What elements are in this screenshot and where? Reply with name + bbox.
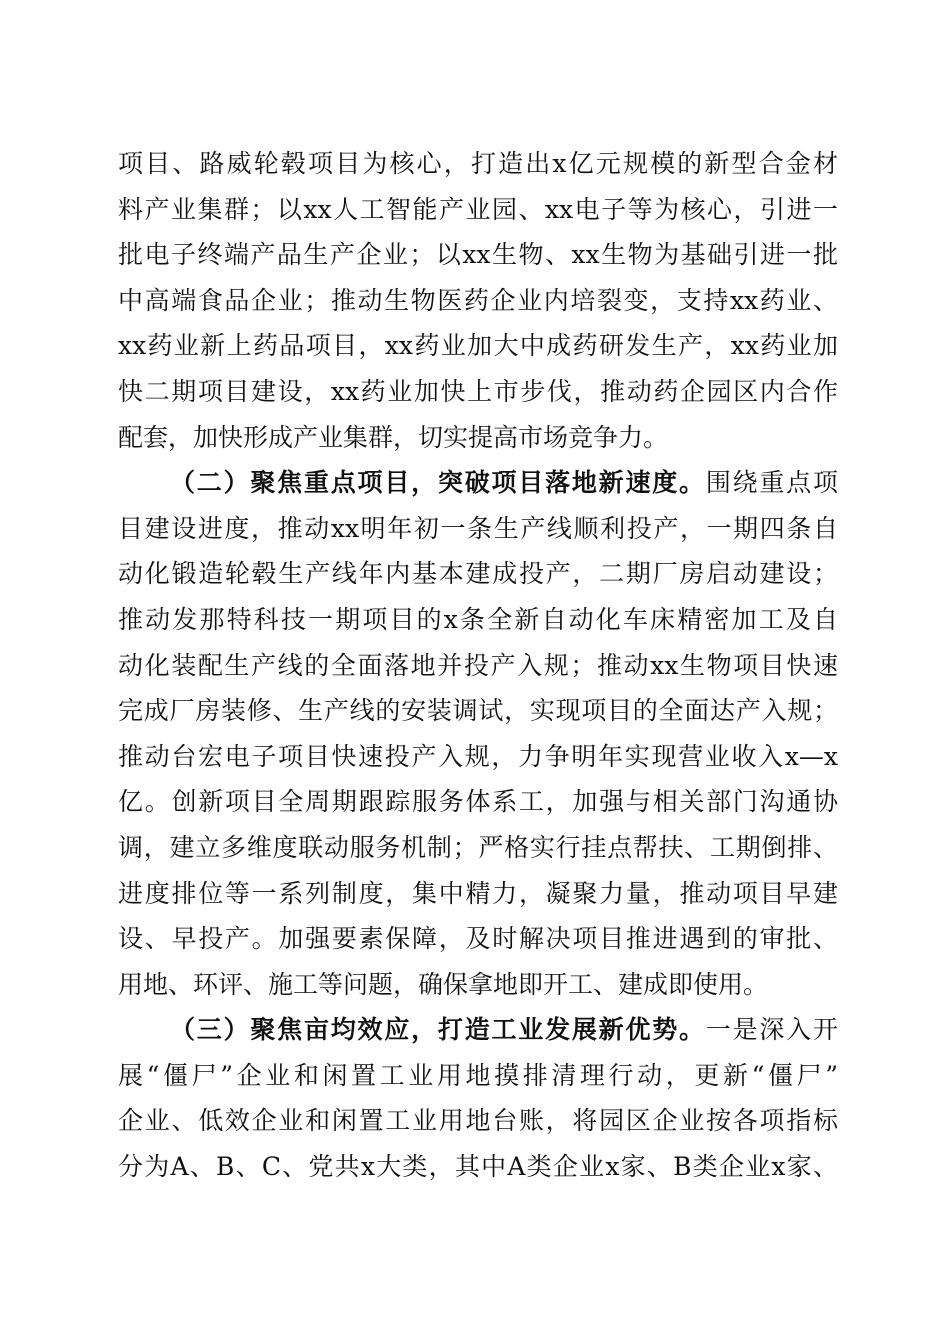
text-line: 动化装配生产线的全面落地并投产入规；推动xx生物项目快速	[118, 650, 838, 680]
text-line: 完成厂房装修、生产线的安装调试，实现项目的全面达产入规；	[118, 696, 838, 726]
text-line: 动化锻造轮毂生产线年内基本建成投产，二期厂房启动建设；	[118, 559, 838, 589]
paragraph-first-line	[118, 1007, 838, 1053]
text-line: 配套，加快形成产业集群，切实提高市场竞争力。	[118, 422, 669, 452]
text-line: 展“僵尸”企业和闲置工业用地摸排清理行动，更新“僵尸”	[118, 1060, 838, 1090]
text-line: 分为A、B、C、党共x大类，其中A类企业x家、B类企业x家、	[118, 1152, 838, 1182]
section-heading: （二）聚焦重点项目，突破项目落地新速度。	[170, 468, 706, 498]
text-line: 亿。创新项目全周期跟踪服务体系工，加强与相关部门沟通协	[118, 787, 838, 817]
text-line: 进度排位等一系列制度，集中精力，凝聚力量，推动项目早建	[118, 878, 838, 908]
text-run: 一是深入开	[705, 1015, 838, 1045]
text-line: 设、早投产。加强要素保障，及时解决项目推进遇到的审批、	[118, 924, 838, 954]
document-body	[118, 141, 838, 1190]
text-run: 围绕重点项	[705, 468, 838, 498]
text-line: 目建设进度，推动xx明年初一条生产线顺利投产，一期四条自	[118, 513, 838, 543]
text-line: 快二期项目建设，xx药业加快上市步伐，推动药企园区内合作	[118, 376, 838, 406]
text-line: 推动发那特科技一期项目的x条全新自动化车床精密加工及自	[118, 604, 838, 634]
text-line: 用地、环评、施工等问题，确保拿地即开工、建成即使用。	[118, 969, 769, 999]
text-line: 批电子终端产品生产企业；以xx生物、xx生物为基础引进一批	[118, 240, 838, 270]
text-line: 项目、路威轮毂项目为核心，打造出x亿元规模的新型合金材	[118, 149, 838, 178]
text-line: 中高端食品企业；推动生物医药企业内培裂变，支持xx药业、	[118, 285, 838, 315]
text-line: 料产业集群；以xx人工智能产业园、xx电子等为核心，引进一	[118, 194, 838, 224]
paragraph-first-line	[118, 460, 838, 506]
text-line: 调，建立多维度联动服务机制；严格实行挂点帮扶、工期倒排、	[118, 832, 838, 862]
text-line: xx药业新上药品项目，xx药业加大中成药研发生产，xx药业加	[118, 331, 838, 361]
text-line: 推动台宏电子项目快速投产入规，力争明年实现营业收入x—x	[118, 741, 838, 771]
text-line: 企业、低效企业和闲置工业用地台账，将园区企业按各项指标	[118, 1106, 838, 1136]
section-heading: （三）聚焦亩均效应，打造工业发展新优势。	[170, 1015, 706, 1045]
